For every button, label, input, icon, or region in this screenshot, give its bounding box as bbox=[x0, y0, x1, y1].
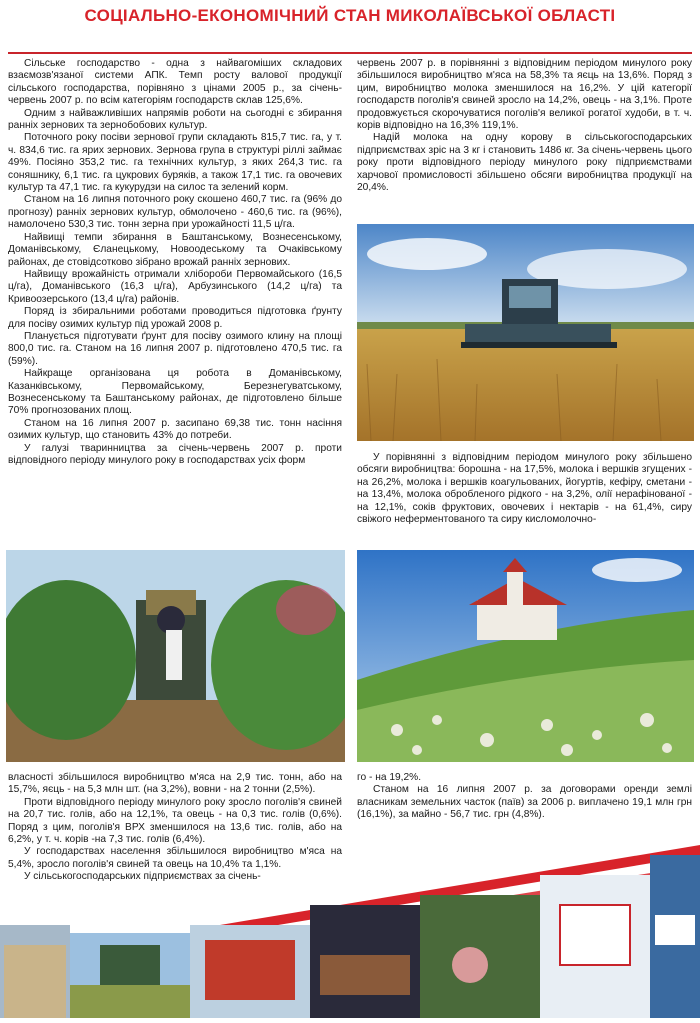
paragraph: Найкраще організована ця робота в Доманівському, Казанківському, Первомайському, Березнегуватському, Вознесенському та Баштанському районах, де підготовлено більше 70% прогнозованих площ. bbox=[8, 368, 342, 417]
footer-photo-collage bbox=[0, 815, 700, 1018]
title-divider bbox=[8, 52, 692, 54]
paragraph-continued: го - на 19,2%. bbox=[357, 772, 422, 783]
grape-harvest-photo bbox=[6, 550, 345, 762]
castle-meadow-photo bbox=[357, 550, 694, 762]
paragraph-continued: червень 2007 р. в порівнянні з відповідним періодом минулого року збільшилося виробництво м'яса на 58,3% та яєць на 13,6%. Поряд з цим, виробництво молока зменшилося на 16,2%. У цій категорії господарств поголів'я свиней зросло на 14,2%, овець - на 3,1%. Проте продовжується скорочуватися поголів'я великої рогатої худоби, в т. ч. корів відповідно на 16,3% 119,1%. bbox=[357, 58, 692, 132]
paragraph: Найвищу врожайність отримали хлібороби Первомайського (16,5 ц/га), Доманівського (16,3 ц/га), Арбузинського (14,2 ц/га) та Кривоозерського (13,4 ц/га) районів. bbox=[8, 268, 342, 305]
paragraph: У сільськогосподарських підприємствах за січень- bbox=[24, 871, 261, 883]
combine-harvester-photo bbox=[357, 224, 694, 441]
paragraph: Одним з найважливіших напрямів роботи на сьогодні є збирання ранніх зернових та зернобобових культур. bbox=[8, 107, 342, 132]
text-column-2 bbox=[357, 58, 692, 194]
page-title: СОЦІАЛЬНО-ЕКОНОМІЧНИЙ СТАН МИКОЛАЇВСЬКОЇ ОБЛАСТІ bbox=[84, 6, 616, 25]
paragraph: Поточного року посіви зернової групи складають 815,7 тис. га, у т. ч. 834,6 тис. га ярих зернових. Зернова група в структурі ріллі займає 49%. Посіяно 353,2 тис. га технічних культур, з яких 264,3 тис. га соняшнику, 6,1 тис. га цукрових буряків, а також 17,1 тис. га овочевих культур та 47,1 тис. га кукурудзи на силос та зелений корм. bbox=[8, 132, 342, 194]
text-column-3 bbox=[357, 452, 692, 526]
paragraph: Найвищі темпи збирання в Баштанському, Вознесенському, Доманівському, Єланецькому, Новоодеському та Очаківському районах, де стовідсотково зібрано врожай ранніх зернових. bbox=[8, 231, 342, 268]
paragraph: У галузі тваринництва за січень-червень 2007 р. проти відповідного періоду минулого року в господарствах усіх форм bbox=[8, 442, 342, 466]
paragraph: Станом на 16 липня 2007 р. за договорами оренди землі власникам земельних часток (паїв) за 2006 р. виплачено 19,1 млн грн (16,1%), за майно - 56,7 тис. грн (4,8%). bbox=[357, 784, 692, 821]
paragraph-continued: власності збільшилося виробництво м'яса на 2,9 тис. тонн, або на 15,7%, яєць - на 5,3 млн шт. (на 3,2%), вовни - на 2 тонни (2,5%). bbox=[8, 772, 342, 796]
paragraph: Планується підготувати ґрунт для посіву озимого клину на площі 800,0 тис. га. Станом на 16 липня 2007 р. підготовлено 470,5 тис. га (59%). bbox=[8, 330, 342, 367]
paragraph: Поряд із збиральними роботами проводиться підготовка ґрунту для посіву озимих культур під урожай 2008 р. bbox=[8, 306, 342, 330]
paragraph: Надій молока на одну корову в сільськогосподарських підприємствах зріс на 3 кг і становить 1486 кг. За січень-червень цього року проти відповідного періоду минулого року підприємствами харчової промисловості збільшено обсяги виробництва продукції на 20,4%. bbox=[357, 132, 692, 194]
paragraph: У порівнянні з відповідним періодом минулого року збільшено обсяги виробництва: борошна - на 17,5%, молока і вершків згущених - на 26,2%, молока і вершків коагульованих, йогуртів, кефіру, сметани - на 13,4%, молока обробленого рідкого - на 3,2%, олії нерафінованої - на 12,1%, соків фруктових, овочевих і нектарів - на 61,4%, сиру свіжого неферментованого та сиру кисломолочно- bbox=[357, 452, 692, 526]
text-column-1 bbox=[8, 58, 342, 467]
paragraph: Станом на 16 липня поточного року скошено 460,7 тис. га (96% до прогнозу) ранніх зернових культур, обмолочено - 460,6 тис. га (96%), намолочено 530,3 тис. тонн зерна при урожайності 11,5 ц/га. bbox=[8, 194, 342, 231]
paragraph: Проти відповідного періоду минулого року зросло поголів'я свиней на 20,7 тис. голів, або на 12,1%, та овець - на 0,3 тис. голів (0,6%). Поряд з цим, поголів'я ВРХ зменшилося на 13,6 тис. голів, або на 6,2%, у т. ч. корів -на 7,3 тис. голів (6,4%). bbox=[8, 796, 342, 846]
paragraph: Сільське господарство - одна з найвагоміших складових взаємозв'язаної системи АПК. Темп росту валової продукції сільського господарства, порівняно з цінами 2005 р., за січень-червень 2007 р. по всім категоріям господарств склав 125,6%. bbox=[8, 58, 342, 107]
paragraph: Станом на 16 липня 2007 р. засипано 69,38 тис. тонн насіння озимих культур, що становить 43% до потреби. bbox=[8, 417, 342, 442]
paragraph: У господарствах населення збільшилося виробництво м'яса на 5,4%, зросло поголів'я свиней та овець на 10,4% та 1,1%. bbox=[8, 846, 342, 870]
